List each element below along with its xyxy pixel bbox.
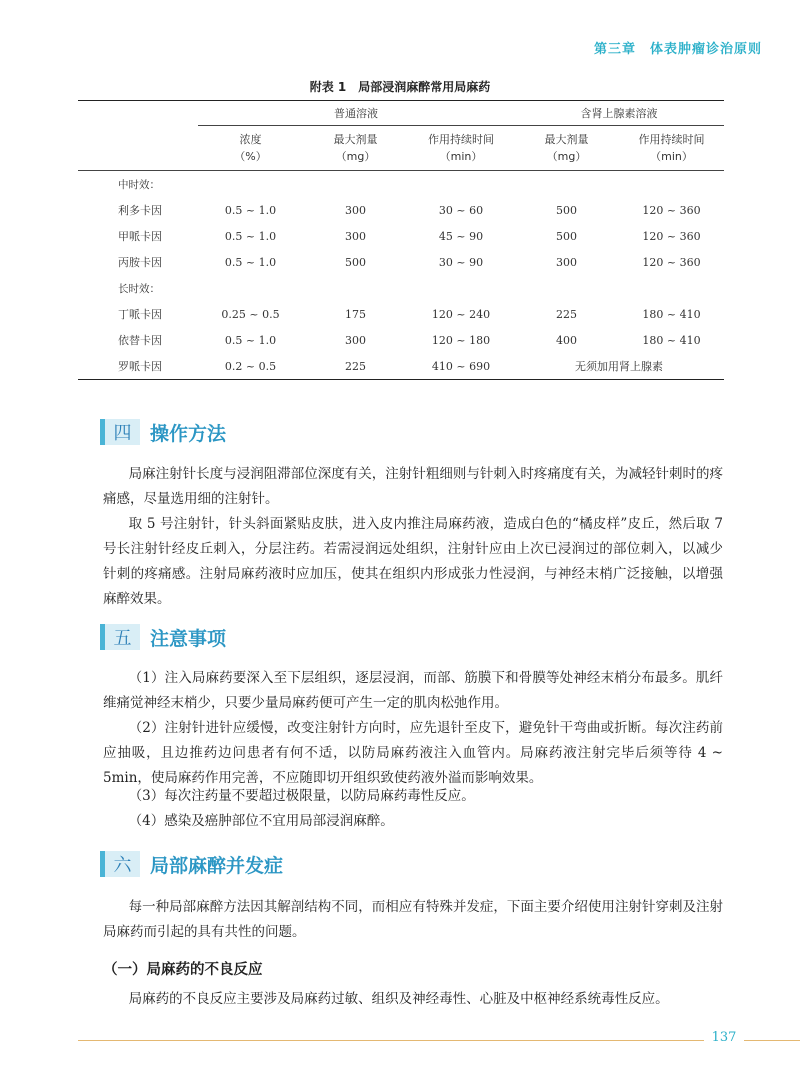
- section-number: 六: [100, 851, 140, 877]
- paragraph: 每一种局部麻醉方法因其解剖结构不同，而相应有特殊并发症，下面主要介绍使用注射针穿刺及注射局麻药而引起的具有共性的问题。: [103, 899, 723, 940]
- table-title: 附表 1 局部浸润麻醉常用局麻药: [309, 80, 491, 94]
- paragraph: （1）注入局麻药要深入至下层组织，逐层浸润，而部、筋膜下和骨膜等处神经末梢分布最多。肌纤维痛觉神经末梢少，只要少量局麻药便可产生一定的肌肉松弛作用。: [103, 670, 723, 711]
- col-duration: 作用持续时间 （min）: [408, 126, 514, 171]
- table-section-label: 长时效：: [118, 282, 160, 295]
- section-title: 操作方法: [150, 422, 227, 445]
- paragraph: 局麻药的不良反应主要涉及局麻药过敏、组织及神经毒性、心脏及中枢神经系统毒性反应。: [128, 991, 669, 1007]
- table-row: 罗哌卡因 0.2 ~ 0.5 225 410 ~ 690 无须加用肾上腺素: [78, 353, 724, 380]
- paragraph: （4）感染及癌肿部位不宜用局部浸润麻醉。: [128, 813, 394, 829]
- section-title: 局部麻醉并发症: [150, 854, 284, 877]
- paragraph: （3）每次注药量不要超过极限量，以防局麻药毒性反应。: [128, 788, 475, 804]
- section-title: 注意事项: [150, 627, 227, 650]
- paragraph: （2）注射针进针应缓慢，改变注射针方向时，应先退针至皮下，避免针干弯曲或折断。每次注药前应抽吸，且边推药边问患者有何不适，以防局麻药液注入血管内。局麻药液注射完毕后须等待 4 ~ 5min，使局麻药作用完善，不应随即切开组织致使药液外溢而影响效果。: [103, 720, 723, 786]
- section-number: 五: [100, 624, 140, 650]
- table-row: 利多卡因 0.5 ~ 1.0 300 30 ~ 60 500 120 ~ 360: [118, 203, 701, 217]
- footer-rule: [78, 1040, 704, 1041]
- chapter-header: 第三章 体表肿瘤诊治原则: [593, 42, 762, 57]
- anesthetic-table: [78, 100, 724, 380]
- table-row: 依替卡因 0.5 ~ 1.0 300 120 ~ 180 400 180 ~ 410: [118, 333, 701, 347]
- table-row: 丙胺卡因 0.5 ~ 1.0 500 30 ~ 90 300 120 ~ 360: [118, 255, 701, 269]
- group-plain-solution: 普通溶液: [198, 101, 514, 126]
- paragraph: 局麻注射针长度与浸润阻滞部位深度有关，注射针粗细则与针刺入时疼痛度有关，为减轻针刺时的疼痛感，尽量选用细的注射针。: [103, 466, 723, 507]
- section-number: 四: [100, 419, 140, 445]
- col-concentration: 浓度 （%）: [198, 126, 303, 171]
- section-heading-5: [100, 624, 226, 650]
- paragraph: 取 5 号注射针，针头斜面紧贴皮肤，进入皮内推注局麻药液，造成白色的“橘皮样”皮丘，然后取 7 号长注射针经皮丘刺入，分层注药。若需浸润远处组织，注射针应由上次已浸润过的部位刺入，以减少针刺的疼痛感。注射局麻药液时应加压，使其在组织内形成张力性浸润，与神经末梢广泛接触，以增强麻醉效果。: [103, 516, 723, 607]
- table-column-header: [78, 126, 724, 171]
- section-heading-4: [100, 419, 226, 445]
- table-note: 无须加用肾上腺素: [514, 353, 724, 380]
- group-epinephrine-solution: 含肾上腺素溶液: [514, 101, 724, 126]
- col-epi-duration: 作用持续时间 （min）: [619, 126, 724, 171]
- footer-rule-right: [744, 1040, 800, 1041]
- table-row: 丁哌卡因 0.25 ~ 0.5 175 120 ~ 240 225 180 ~ 410: [118, 307, 701, 321]
- table-row: 甲哌卡因 0.5 ~ 1.0 300 45 ~ 90 500 120 ~ 360: [118, 229, 701, 243]
- col-epi-max-dose: 最大剂量 （mg）: [514, 126, 619, 171]
- page-number: 137: [711, 1030, 737, 1045]
- table-group-header: [78, 101, 724, 126]
- section-heading-6: [100, 851, 283, 877]
- subsection-heading: （一）局麻药的不良反应: [103, 962, 263, 978]
- col-max-dose: 最大剂量 （mg）: [303, 126, 408, 171]
- table-section-label: 中时效：: [118, 178, 160, 191]
